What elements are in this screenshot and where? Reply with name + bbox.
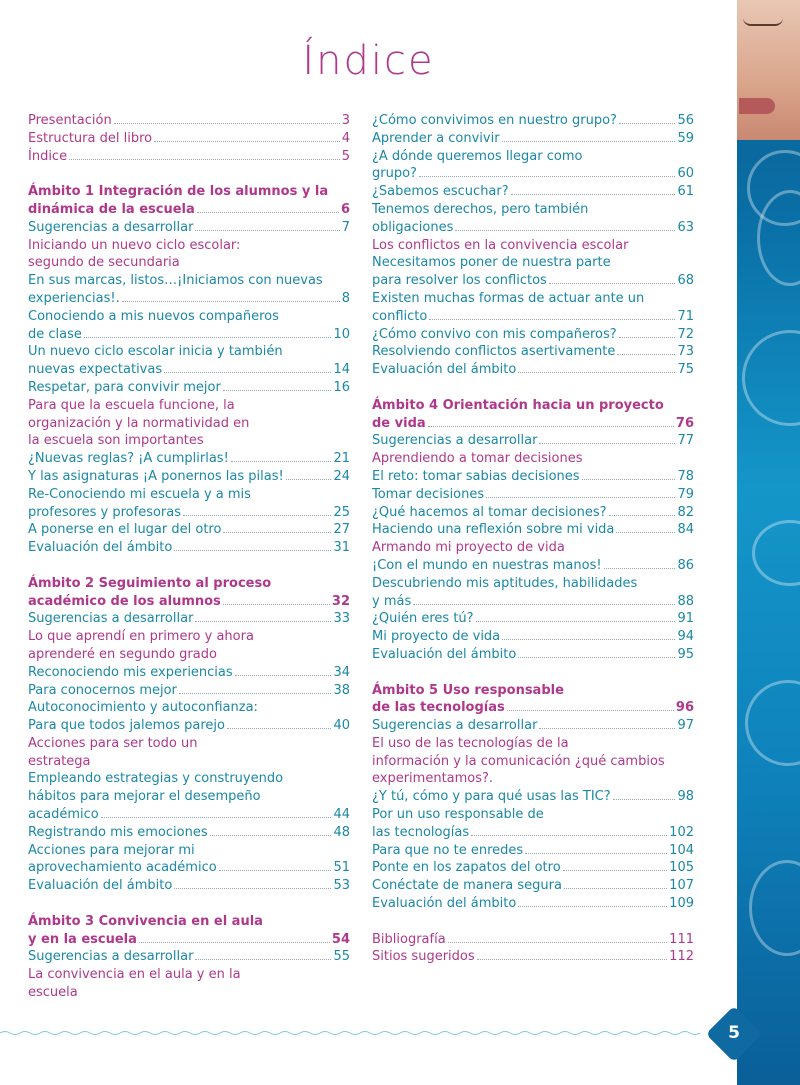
dot-leader [197,212,339,213]
toc-entry-page: 48 [333,824,350,840]
toc-entry [372,948,694,966]
toc-entry-line: escuela [28,985,78,1001]
toc-entry-title: Ponte en los zapatos del otro [372,860,561,876]
toc-entry [372,326,694,344]
toc-entry-page: 77 [677,433,694,449]
toc-entry [28,877,350,895]
toc-entry [28,664,350,682]
toc-entry-title: Sugerencias a desarrollar [372,433,538,449]
page-number-badge [708,1012,760,1060]
toc-entry [372,361,694,379]
toc-entry-title: obligaciones [372,219,454,235]
toc-entry-title: Para que no te enredes [372,842,524,858]
toc-entry [28,948,350,966]
dot-leader [122,301,340,302]
dot-leader [518,906,667,907]
toc-entry [28,859,350,877]
toc-entry [28,326,350,344]
toc-entry-line: ¿A dónde queremos llegar como [372,148,583,164]
toc-entry-title: Índice [28,148,68,164]
toc-entry-line: Conociendo a mis nuevos compañeros [28,308,279,324]
toc-entry-page: 91 [677,611,694,627]
dot-leader [195,959,331,960]
toc-entry-page: 97 [677,718,694,734]
toc-entry-page: 60 [677,166,694,182]
dot-leader [564,888,667,889]
toc-entry [28,112,350,130]
toc-entry-line: Existen muchas formas de actuar ante un [372,290,645,306]
toc-entry-page: 32 [331,593,350,609]
toc-entry-page: 51 [333,860,350,876]
dot-leader [617,354,675,355]
toc-entry-line: Ámbito 1 Integración de los alumnos y la [28,184,329,200]
dot-leader [616,532,675,533]
toc-entry [372,468,694,486]
toc-entry [372,130,694,148]
toc-entry [28,148,350,166]
toc-entry [372,308,694,326]
toc-entry-title: de vida [372,415,426,431]
toc-entry-title: ¿Qué hacemos al tomar decisiones? [372,504,607,520]
toc-entry-title: Haciendo una reflexión sobre mi vida [372,522,615,538]
toc-entry-title: Registrando mis emociones [28,824,208,840]
dot-leader [84,337,332,338]
toc-entry-line: Ámbito 5 Uso responsable [372,682,564,698]
toc-entry-page: 112 [669,949,694,965]
toc-entry-page: 59 [677,130,694,146]
toc-entry-line: organización y la normatividad en [28,415,250,431]
dot-leader [227,728,331,729]
toc-entry-line: Un nuevo ciclo escolar inicia y también [28,344,283,360]
toc-entry-title: Sugerencias a desarrollar [28,949,194,965]
toc-entry-title: y en la escuela [28,931,137,947]
toc-entry [28,931,350,949]
toc-entry [372,717,694,735]
toc-entry-title: ¿Sabemos escuchar? [372,184,509,200]
toc-entry-page: 38 [333,682,350,698]
dot-leader [471,835,667,836]
toc-entry [372,521,694,539]
toc-entry-title: conflicto [372,308,428,324]
lip-shape [739,98,775,114]
toc-entry-title: grupo? [372,166,417,182]
toc-entry-title: de las tecnologías [372,700,505,716]
dot-leader [183,515,331,516]
toc-entry-page: 7 [341,219,350,235]
toc-entry [372,219,694,237]
toc-entry-title: Evaluación del ámbito [28,878,173,894]
dot-leader [539,728,675,729]
toc-entry [28,219,350,237]
toc-entry [28,290,350,308]
swirl-decoration [742,330,800,426]
toc-entry [28,521,350,539]
toc-entry-page: 73 [677,344,694,360]
toc-entry-title: Respetar, para convivir mejor [28,379,221,395]
toc-entry [372,788,694,806]
toc-entry [372,432,694,450]
toc-entry [28,504,350,522]
toc-entry-title: de clase [28,326,82,342]
toc-entry-title: Sugerencias a desarrollar [28,611,194,627]
toc-entry-page: 27 [333,522,350,538]
toc-entry-page: 33 [333,611,350,627]
dot-leader [507,710,674,711]
dot-leader [210,835,332,836]
toc-entry-title: ¿Cómo convivo con mis compañeros? [372,326,617,342]
toc-entry [28,824,350,842]
dot-leader [223,390,332,391]
toc-entry-page: 14 [333,362,350,378]
toc-entry-title: Presentación [28,113,112,128]
dot-leader [619,337,676,338]
toc-entry-page: 88 [677,593,694,609]
toc-entry-title: ¿Nuevas reglas? ¡A cumplirlas! [28,451,229,467]
dot-leader [609,515,676,516]
toc-entry-line: Los conflictos en la convivencia escolar [372,237,629,253]
toc-entry-page: 111 [669,931,694,947]
toc-entry [372,272,694,290]
toc-entry-page: 102 [669,824,694,840]
toc-entry-line: Acciones para ser todo un [28,735,198,751]
toc-entry-page: 6 [340,201,350,217]
toc-entry-page: 98 [677,789,694,805]
toc-left-column [28,112,350,1002]
toc-entry-page: 31 [333,540,350,556]
toc-entry [28,539,350,557]
swirl-decoration [749,860,800,956]
toc-entry [372,183,694,201]
toc-entry-title: Evaluación del ámbito [372,362,517,378]
toc-entry [372,931,694,949]
dot-leader [174,888,331,889]
dot-leader [448,942,667,943]
dot-leader [604,568,676,569]
dot-leader [195,230,339,231]
dot-leader [219,870,332,871]
toc-entry-page: 105 [669,860,694,876]
toc-entry [372,343,694,361]
dot-leader [69,159,340,160]
toc-entry-page: 96 [675,700,694,716]
section-gap [372,664,694,682]
toc-entry-title: Para que todos jalemos parejo [28,718,225,734]
toc-entry-title: experiencias!. [28,290,120,306]
toc-entry-line: Armando mi proyecto de vida [372,540,565,556]
dot-leader [413,604,675,605]
toc-entry-line: Re-Conociendo mi escuela y a mis [28,486,251,502]
section-gap [28,165,350,183]
toc-entry-line: experimentamos?. [372,771,494,787]
toc-entry-page: 8 [341,290,350,306]
toc-entry-line: Tenemos derechos, pero también [372,201,589,217]
dot-leader [286,479,332,480]
dot-leader [502,141,676,142]
toc-entry-line: Ámbito 2 Seguimiento al proceso [28,575,272,591]
toc-entry-title: ¿Cómo convivimos en nuestro grupo? [372,113,617,128]
toc-entry-line: Empleando estrategias y construyendo [28,771,284,787]
dot-leader [223,604,330,605]
toc-entry [372,699,694,717]
toc-entry-title: ¿Quién eres tú? [372,611,474,627]
toc-entry [372,112,694,130]
toc-entry-page: 72 [677,326,694,342]
decorative-side-band [737,0,800,1085]
toc-entry-line: aprenderé en segundo grado [28,646,217,662]
dot-leader [164,372,331,373]
dot-leader [223,532,331,533]
section-gap [28,557,350,575]
toc-entry-title: Aprender a convivir [372,130,500,146]
toc-entry [28,468,350,486]
toc-entry-title: para resolver los conflictos [372,273,547,289]
toc-entry-page: 53 [333,878,350,894]
toc-entry [372,165,694,183]
dot-leader [476,621,676,622]
toc-entry-title: y más [372,593,412,609]
toc-entry-page: 109 [669,896,694,912]
toc-entry-page: 107 [669,878,694,894]
toc-entry-page: 34 [333,664,350,680]
toc-entry-title: Tomar decisiones [372,486,485,502]
dot-leader [139,942,330,943]
toc-entry [372,610,694,628]
dot-leader [154,141,340,142]
toc-entry-page: 56 [677,113,694,128]
toc-entry-title: Mi proyecto de vida [372,629,501,645]
toc-entry-page: 84 [677,522,694,538]
section-gap [372,913,694,931]
dot-leader [429,319,675,320]
dot-leader [518,657,675,658]
toc-entry [372,859,694,877]
toc-entry-title: académico [28,807,99,823]
toc-entry-title: Bibliografía [372,931,446,947]
toc-entry-page: 5 [341,148,350,164]
toc-entry-page: 76 [675,415,694,431]
toc-entry [372,628,694,646]
toc-entry [372,842,694,860]
swirl-decoration [752,520,800,586]
toc-entry-title: Evaluación del ámbito [372,896,517,912]
toc-entry [372,646,694,664]
dot-leader [525,853,667,854]
dot-leader [101,817,332,818]
toc-entry-line: Acciones para mejorar mi [28,842,195,858]
dot-leader [477,959,668,960]
page-title: Índice [302,38,435,84]
toc-entry-page: 82 [677,504,694,520]
toc-entry-line: Lo que aprendí en primero y ahora [28,629,254,645]
toc-entry [372,877,694,895]
toc-entry-line: Iniciando un nuevo ciclo escolar: [28,237,241,253]
toc-entry [28,806,350,824]
toc-entry-line: segundo de secundaria [28,255,180,271]
dot-leader [419,176,676,177]
toc-entry-title: ¿Y tú, cómo y para qué usas las TIC? [372,789,611,805]
dot-leader [235,675,332,676]
dot-leader [195,621,331,622]
toc-entry-title: profesores y profesoras [28,504,182,520]
toc-entry [372,486,694,504]
toc-entry-line: la escuela son importantes [28,433,204,449]
toc-entry-title: las tecnologías [372,824,470,840]
toc-entry-title: Estructura del libro [28,130,153,146]
toc-entry-title: Para conocernos mejor [28,682,177,698]
section-gap [372,379,694,397]
toc-entry-page: 95 [677,646,694,662]
toc-entry-line: En sus marcas, listos…¡Iniciamos con nuevas [28,273,323,289]
toc-entry-page: 55 [333,949,350,965]
toc-entry-line: Ámbito 3 Convivencia en el aula [28,913,263,929]
toc-entry-page: 104 [669,842,694,858]
toc-entry-title: Y las asignaturas ¡A ponernos las pilas! [28,468,284,484]
page-number: 5 [728,1023,740,1043]
toc-entry [28,361,350,379]
toc-entry-title: Resolviendo conflictos asertivamente [372,344,616,360]
toc-entry [28,201,350,219]
toc-entry-line: Autoconocimiento y autoconfianza: [28,700,258,716]
toc-entry-title: dinámica de la escuela [28,201,195,217]
toc-entry [28,610,350,628]
toc-entry [28,450,350,468]
toc-entry [372,415,694,433]
toc-entry-title: Sitios sugeridos [372,949,475,965]
toc-entry-page: 94 [677,629,694,645]
toc-entry-title: Conéctate de manera segura [372,878,562,894]
toc-entry-page: 10 [333,326,350,342]
dot-leader [549,283,676,284]
toc-entry-page: 3 [341,113,350,128]
swirl-decoration [745,680,800,766]
section-gap [28,895,350,913]
toc-entry-page: 54 [331,931,350,947]
toc-entry-line: Descubriendo mis aptitudes, habilidades [372,575,638,591]
toc-entry-line: Necesitamos poner de nuestra parte [372,255,611,271]
toc-entry-line: El uso de las tecnologías de la [372,735,569,751]
dot-leader [518,372,675,373]
toc-entry-line: estratega [28,753,91,769]
dot-leader [613,799,676,800]
toc-entry-title: El reto: tomar sabias decisiones [372,468,580,484]
toc-entry-page: 78 [677,468,694,484]
dot-leader [174,550,331,551]
toc-entry-page: 68 [677,273,694,289]
toc-entry-line: Por un uso responsable de [372,807,544,823]
toc-entry [372,895,694,913]
toc-entry-line: Para que la escuela funcione, la [28,397,235,413]
dot-leader [502,639,675,640]
toc-entry-line: hábitos para mejorar el desempeño [28,789,261,805]
toc-entry [372,557,694,575]
toc-entry-title: ¡Con el mundo en nuestras manos! [372,557,602,573]
dot-leader [511,194,676,195]
toc-entry-title: Sugerencias a desarrollar [28,219,194,235]
toc-entry-page: 16 [333,379,350,395]
toc-entry [372,504,694,522]
toc-entry [372,824,694,842]
dot-leader [231,461,332,462]
toc-entry-page: 40 [333,718,350,734]
toc-entry [28,379,350,397]
toc-entry [28,593,350,611]
toc-entry-title: académico de los alumnos [28,593,221,609]
toc-entry-page: 61 [677,184,694,200]
toc-entry-page: 79 [677,486,694,502]
toc-entry-title: Sugerencias a desarrollar [372,718,538,734]
dot-leader [179,693,332,694]
toc-right-column [372,112,694,966]
toc-entry [28,130,350,148]
toc-entry-title: nuevas expectativas [28,362,163,378]
dot-leader [455,230,675,231]
toc-entry-page: 44 [333,807,350,823]
toc-entry-page: 75 [677,362,694,378]
toc-entry-page: 86 [677,557,694,573]
dot-leader [114,123,340,124]
toc-entry-page: 63 [677,219,694,235]
toc-entry [28,682,350,700]
face-photo [737,0,800,140]
toc-entry-title: Evaluación del ámbito [372,646,517,662]
dot-leader [619,123,675,124]
toc-entry-title: A ponerse en el lugar del otro [28,522,222,538]
toc-entry [372,593,694,611]
toc-entry-title: Reconociendo mis experiencias [28,664,233,680]
toc-entry-page: 25 [333,504,350,520]
toc-entry [28,717,350,735]
toc-entry-page: 21 [333,451,350,467]
dot-leader [539,443,675,444]
toc-entry-line: La convivencia en el aula y en la [28,967,241,983]
dot-leader [428,426,674,427]
toc-entry-page: 4 [341,130,350,146]
dot-leader [486,497,675,498]
toc-entry-line: Aprendiendo a tomar decisiones [372,451,583,467]
dot-leader [563,870,668,871]
toc-entry-page: 24 [333,468,350,484]
wave-divider [0,1030,700,1036]
eye-shape [743,18,783,26]
toc-entry-line: información y la comunicación ¿qué cambios [372,753,665,769]
toc-entry-line: Ámbito 4 Orientación hacia un proyecto [372,397,664,413]
toc-entry-page: 71 [677,308,694,324]
dot-leader [582,479,676,480]
toc-entry-title: Evaluación del ámbito [28,540,173,556]
toc-entry-title: aprovechamiento académico [28,860,217,876]
